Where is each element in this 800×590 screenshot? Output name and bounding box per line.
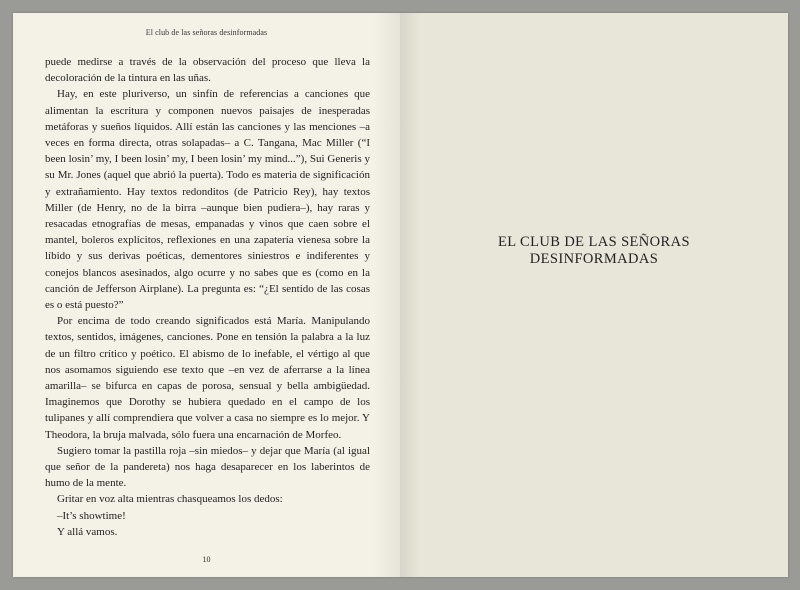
left-page [13, 13, 400, 577]
paragraph: Gritar en voz alta mientras chasqueamos los dedos: [57, 493, 283, 506]
paragraph: –It’s showtime! [57, 509, 126, 522]
paragraph: Hay, en este pluriverso, un sinfín de referencias a canciones que alimentan la escritura y componen nuevos paisajes de inesperadas metáforas y sueños líquidos. Allí están las canciones y las menciones –a veces en forma directa, otras solapadas– a C. Tangana, Mac Miller (“I been losin’ my, I been losin’ my, I been losin’ my mind...”), Sui Generis y su Mr. Jones (aquel que abrió la puerta). Todo es materia de significación y extrañamiento. Hay textos redonditos (de Patricio Rey), hay textos Miller (de Henry, no de la birra –aunque bien pudiera–), hay raras y resacadas etnografías de mesas, empanadas y vinos que caen sobre el mantel, boleros explícitos, reflexiones en una zapatería vienesa sobre la líbido y sus derivas poéticas, dementores siniestros e indiferentes y conejos blancos asesinados, algo ocurre y no sabes que es (como en la canción de Jefferson Airplane). La pregunta es: “¿El sentido de las cosas es o está puesto?” [45, 88, 370, 312]
body-text [45, 54, 370, 540]
half-title [400, 234, 788, 268]
book-spread [13, 13, 788, 577]
paragraph: Y allá vamos. [57, 525, 118, 538]
right-page [400, 13, 788, 577]
paragraph: Sugiero tomar la pastilla roja –sin miedos– y dejar que María (al igual que señor de la pandereta) nos haga desaparecer en los laberintos de humo de la mente. [45, 444, 370, 490]
paragraph: puede medirse a través de la observación del proceso que lleva la decoloración de la tintura en las uñas. [45, 56, 370, 85]
page-number: 10 [202, 555, 211, 564]
half-title-line: DESINFORMADAS [529, 251, 659, 267]
paragraph: Por encima de todo creando significados está María. Manipulando textos, sentidos, imágenes, canciones. Pone en tensión la palabra a la luz de un filtro crítico y poético. El abismo de lo inefable, el vértigo al que nos asomamos siguiendo ese texto que –en vez de aferrarse a la línea amarilla– se bifurca en capas de porosa, sensual y bella ambigüedad. Imaginemos que Dorothy se hubiera quedado en el campo de los tulipanes y allí comprendiera que volver a casa no siempre es lo mejor. Y Theodora, la bruja malvada, sólo fuera una encarnación de Morfeo. [45, 315, 370, 441]
running-head: El club de las señoras desinformadas [145, 28, 268, 37]
half-title-line: EL CLUB DE LAS SEÑORAS [498, 234, 690, 250]
